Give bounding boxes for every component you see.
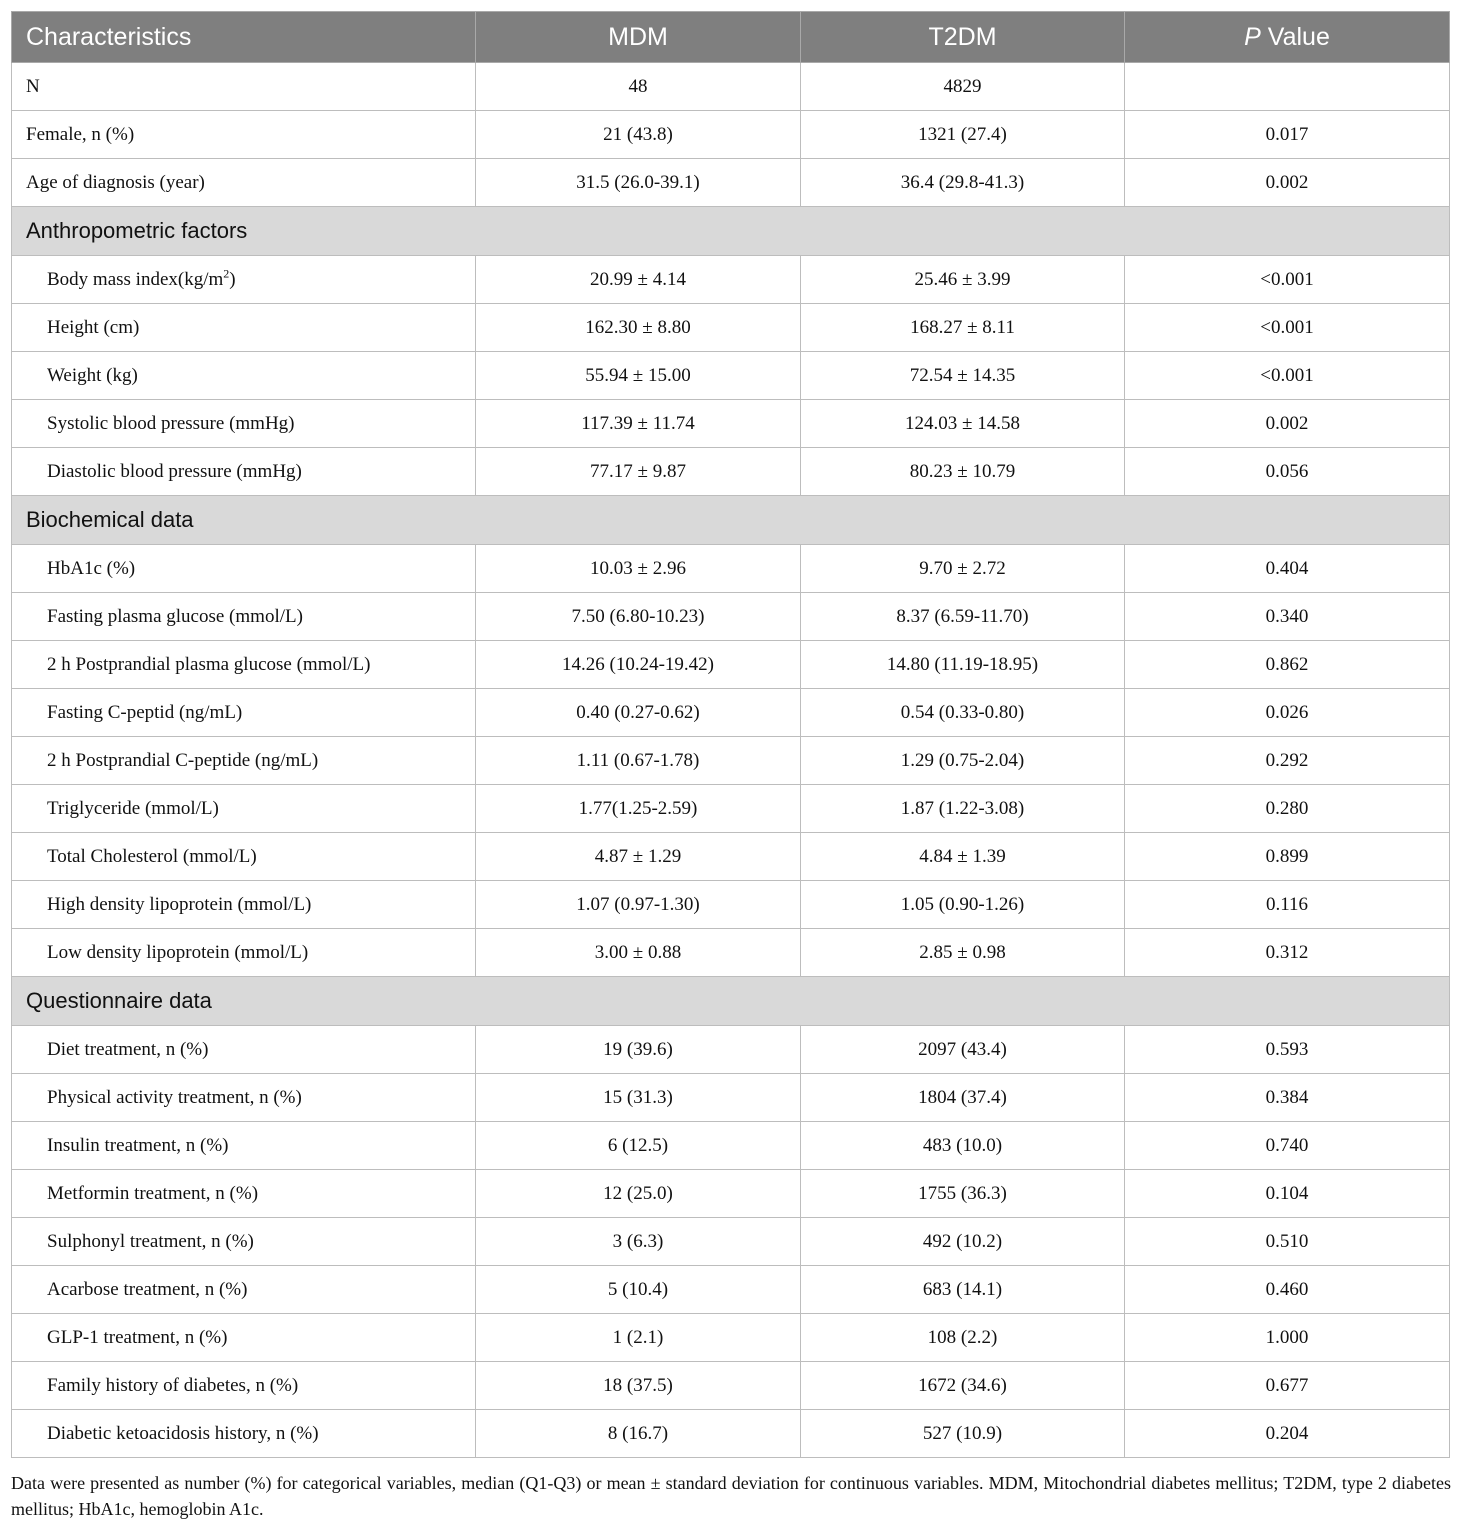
section-title: Questionnaire data [12, 977, 1450, 1026]
cell-t2dm: 8.37 (6.59-11.70) [801, 593, 1125, 641]
cell-mdm: 18 (37.5) [476, 1362, 801, 1410]
header-characteristics: Characteristics [12, 12, 476, 63]
cell-t2dm: 527 (10.9) [801, 1410, 1125, 1458]
table-row [12, 1170, 1450, 1218]
cell-t2dm: 0.54 (0.33-0.80) [801, 689, 1125, 737]
cell-p-value: 0.677 [1125, 1362, 1450, 1410]
row-label: Diastolic blood pressure (mmHg) [12, 448, 476, 496]
section-title: Biochemical data [12, 496, 1450, 545]
table-row [12, 400, 1450, 448]
cell-p-value: 0.593 [1125, 1026, 1450, 1074]
cell-t2dm: 4829 [801, 63, 1125, 111]
row-label: HbA1c (%) [12, 545, 476, 593]
row-label-superscript: 2 [223, 266, 230, 281]
cell-mdm: 162.30 ± 8.80 [476, 304, 801, 352]
cell-t2dm: 1804 (37.4) [801, 1074, 1125, 1122]
cell-mdm: 1.07 (0.97-1.30) [476, 881, 801, 929]
cell-t2dm: 72.54 ± 14.35 [801, 352, 1125, 400]
cell-mdm: 55.94 ± 15.00 [476, 352, 801, 400]
row-label: Physical activity treatment, n (%) [12, 1074, 476, 1122]
cell-p-value: 0.899 [1125, 833, 1450, 881]
header-mdm: MDM [476, 12, 801, 63]
table-row [12, 352, 1450, 400]
cell-t2dm: 1.87 (1.22-3.08) [801, 785, 1125, 833]
row-label: Total Cholesterol (mmol/L) [12, 833, 476, 881]
table-row [12, 1026, 1450, 1074]
table-row [12, 304, 1450, 352]
cell-mdm: 77.17 ± 9.87 [476, 448, 801, 496]
table-row [12, 1362, 1450, 1410]
cell-p-value: 0.017 [1125, 111, 1450, 159]
row-label: Fasting C-peptid (ng/mL) [12, 689, 476, 737]
row-label [12, 256, 476, 304]
characteristics-table [11, 11, 1450, 1458]
row-label: Female, n (%) [12, 111, 476, 159]
cell-p-value: 0.312 [1125, 929, 1450, 977]
row-label: Acarbose treatment, n (%) [12, 1266, 476, 1314]
cell-t2dm: 36.4 (29.8-41.3) [801, 159, 1125, 207]
table-row [12, 1314, 1450, 1362]
cell-t2dm: 25.46 ± 3.99 [801, 256, 1125, 304]
row-label: Insulin treatment, n (%) [12, 1122, 476, 1170]
cell-t2dm: 14.80 (11.19-18.95) [801, 641, 1125, 689]
cell-mdm: 21 (43.8) [476, 111, 801, 159]
cell-mdm: 6 (12.5) [476, 1122, 801, 1170]
cell-mdm: 15 (31.3) [476, 1074, 801, 1122]
cell-mdm: 4.87 ± 1.29 [476, 833, 801, 881]
table-row [12, 448, 1450, 496]
table-container [11, 11, 1449, 1458]
table-row [12, 63, 1450, 111]
cell-t2dm: 124.03 ± 14.58 [801, 400, 1125, 448]
cell-mdm: 12 (25.0) [476, 1170, 801, 1218]
table-row [12, 1218, 1450, 1266]
cell-p-value: 0.460 [1125, 1266, 1450, 1314]
row-label: GLP-1 treatment, n (%) [12, 1314, 476, 1362]
cell-mdm: 20.99 ± 4.14 [476, 256, 801, 304]
table-row [12, 1074, 1450, 1122]
cell-p-value: <0.001 [1125, 352, 1450, 400]
cell-mdm: 8 (16.7) [476, 1410, 801, 1458]
header-p-value [1125, 12, 1450, 63]
table-body [12, 63, 1450, 1458]
cell-t2dm: 9.70 ± 2.72 [801, 545, 1125, 593]
cell-p-value: 0.204 [1125, 1410, 1450, 1458]
table-row [12, 785, 1450, 833]
table-row [12, 1410, 1450, 1458]
row-label: Triglyceride (mmol/L) [12, 785, 476, 833]
cell-mdm: 14.26 (10.24-19.42) [476, 641, 801, 689]
table-row [12, 545, 1450, 593]
cell-t2dm: 483 (10.0) [801, 1122, 1125, 1170]
cell-p-value: 0.862 [1125, 641, 1450, 689]
cell-mdm: 31.5 (26.0-39.1) [476, 159, 801, 207]
cell-t2dm: 80.23 ± 10.79 [801, 448, 1125, 496]
header-p-rest: Value [1260, 22, 1330, 51]
cell-t2dm: 1.29 (0.75-2.04) [801, 737, 1125, 785]
header-t2dm: T2DM [801, 12, 1125, 63]
cell-mdm: 7.50 (6.80-10.23) [476, 593, 801, 641]
section-row [12, 977, 1450, 1026]
cell-mdm: 1 (2.1) [476, 1314, 801, 1362]
table-row [12, 689, 1450, 737]
cell-p-value: 0.510 [1125, 1218, 1450, 1266]
cell-mdm: 19 (39.6) [476, 1026, 801, 1074]
cell-mdm: 1.11 (0.67-1.78) [476, 737, 801, 785]
table-row [12, 641, 1450, 689]
cell-mdm: 48 [476, 63, 801, 111]
row-label: Family history of diabetes, n (%) [12, 1362, 476, 1410]
cell-t2dm: 492 (10.2) [801, 1218, 1125, 1266]
table-row [12, 737, 1450, 785]
cell-t2dm: 4.84 ± 1.39 [801, 833, 1125, 881]
table-row [12, 111, 1450, 159]
row-label: Metformin treatment, n (%) [12, 1170, 476, 1218]
row-label: N [12, 63, 476, 111]
section-row [12, 207, 1450, 256]
row-label: 2 h Postprandial C-peptide (ng/mL) [12, 737, 476, 785]
cell-p-value: 0.116 [1125, 881, 1450, 929]
cell-p-value: 0.292 [1125, 737, 1450, 785]
table-footnote: Data were presented as number (%) for categorical variables, median (Q1-Q3) or mean ± standard deviation for continuous variables. MDM, Mitochondrial diabetes mellitus; T2DM, type 2 diabetes mellitus; HbA1c, hemoglobin A1c. [11, 1473, 1451, 1519]
table-header-row [12, 12, 1450, 63]
cell-t2dm: 683 (14.1) [801, 1266, 1125, 1314]
row-label-suffix: ) [229, 268, 236, 290]
row-label: Diet treatment, n (%) [12, 1026, 476, 1074]
cell-p-value: 0.404 [1125, 545, 1450, 593]
header-p-italic: P [1244, 22, 1261, 51]
cell-t2dm: 1672 (34.6) [801, 1362, 1125, 1410]
row-label: Height (cm) [12, 304, 476, 352]
table-row [12, 881, 1450, 929]
row-label: Fasting plasma glucose (mmol/L) [12, 593, 476, 641]
cell-p-value: 0.002 [1125, 400, 1450, 448]
cell-p-value: 0.056 [1125, 448, 1450, 496]
row-label: Sulphonyl treatment, n (%) [12, 1218, 476, 1266]
row-label: Weight (kg) [12, 352, 476, 400]
cell-mdm: 3 (6.3) [476, 1218, 801, 1266]
row-label-text: Body mass index(kg/m [47, 268, 224, 290]
cell-t2dm: 1755 (36.3) [801, 1170, 1125, 1218]
row-label: Diabetic ketoacidosis history, n (%) [12, 1410, 476, 1458]
cell-mdm: 0.40 (0.27-0.62) [476, 689, 801, 737]
table-row [12, 1266, 1450, 1314]
cell-p-value: <0.001 [1125, 304, 1450, 352]
table-row [12, 256, 1450, 304]
cell-p-value: 0.340 [1125, 593, 1450, 641]
table-row [12, 1122, 1450, 1170]
cell-p-value: 0.104 [1125, 1170, 1450, 1218]
cell-t2dm: 2.85 ± 0.98 [801, 929, 1125, 977]
cell-p-value: 0.280 [1125, 785, 1450, 833]
row-label: Low density lipoprotein (mmol/L) [12, 929, 476, 977]
cell-p-value: 0.384 [1125, 1074, 1450, 1122]
table-row [12, 593, 1450, 641]
section-title: Anthropometric factors [12, 207, 1450, 256]
table-row [12, 833, 1450, 881]
cell-p-value: 0.740 [1125, 1122, 1450, 1170]
row-label: Age of diagnosis (year) [12, 159, 476, 207]
cell-mdm: 1.77(1.25-2.59) [476, 785, 801, 833]
row-label: Systolic blood pressure (mmHg) [12, 400, 476, 448]
cell-p-value: 0.026 [1125, 689, 1450, 737]
section-row [12, 496, 1450, 545]
cell-t2dm: 108 (2.2) [801, 1314, 1125, 1362]
cell-mdm: 10.03 ± 2.96 [476, 545, 801, 593]
table-row [12, 929, 1450, 977]
cell-mdm: 3.00 ± 0.88 [476, 929, 801, 977]
table-row [12, 159, 1450, 207]
cell-p-value: 1.000 [1125, 1314, 1450, 1362]
cell-mdm: 117.39 ± 11.74 [476, 400, 801, 448]
cell-p-value: 0.002 [1125, 159, 1450, 207]
cell-p-value: <0.001 [1125, 256, 1450, 304]
cell-p-value [1125, 63, 1450, 111]
cell-t2dm: 168.27 ± 8.11 [801, 304, 1125, 352]
cell-mdm: 5 (10.4) [476, 1266, 801, 1314]
cell-t2dm: 2097 (43.4) [801, 1026, 1125, 1074]
row-label: High density lipoprotein (mmol/L) [12, 881, 476, 929]
cell-t2dm: 1321 (27.4) [801, 111, 1125, 159]
cell-t2dm: 1.05 (0.90-1.26) [801, 881, 1125, 929]
row-label: 2 h Postprandial plasma glucose (mmol/L) [12, 641, 476, 689]
